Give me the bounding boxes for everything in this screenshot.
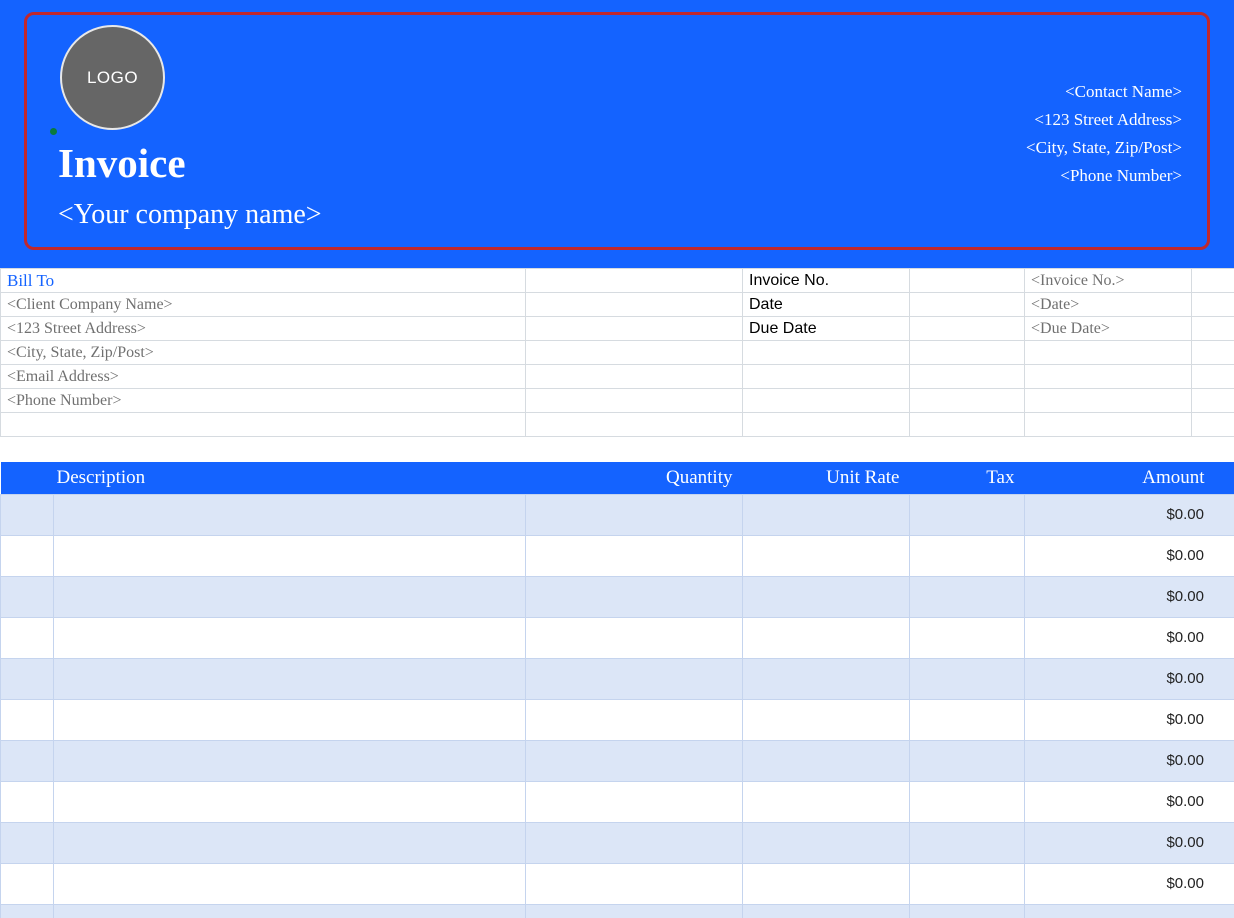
invoice-no-value-cell[interactable] <box>1025 269 1192 293</box>
line-item-description[interactable] <box>54 781 526 822</box>
blank-cell <box>1 413 526 437</box>
blank-cell <box>910 341 1025 365</box>
line-item-amount[interactable] <box>1025 904 1234 918</box>
edge-cell <box>1192 365 1234 389</box>
table-row <box>1 269 1234 293</box>
line-item-unit-rate[interactable] <box>743 658 910 699</box>
edge-cell <box>1192 317 1234 341</box>
line-item-number[interactable] <box>1 904 54 918</box>
date-label: Date <box>749 295 783 313</box>
blank-cell <box>910 365 1025 389</box>
date-value: <Date> <box>1031 295 1080 313</box>
table-row <box>1 822 1234 863</box>
client-city-cell[interactable] <box>1 341 526 365</box>
line-item-unit-rate[interactable] <box>743 617 910 658</box>
client-company-cell[interactable] <box>1 293 526 317</box>
line-item-tax[interactable] <box>910 740 1025 781</box>
spacer-cell <box>526 269 743 293</box>
line-item-amount[interactable]: $0.00 <box>1025 658 1234 699</box>
table-row <box>1 494 1234 535</box>
page-title: Invoice <box>58 140 186 186</box>
invoice-header <box>0 0 1234 268</box>
line-item-unit-rate[interactable] <box>743 576 910 617</box>
edge-cell <box>1192 389 1234 413</box>
table-row <box>1 341 1234 365</box>
line-item-tax[interactable] <box>910 617 1025 658</box>
line-item-amount[interactable]: $0.00 <box>1025 740 1234 781</box>
line-item-quantity[interactable] <box>526 576 743 617</box>
due-date-value: <Due Date> <box>1031 319 1110 337</box>
line-item-unit-rate[interactable] <box>743 535 910 576</box>
blank-cell <box>910 317 1025 341</box>
line-item-number[interactable] <box>1 699 54 740</box>
bill-to-heading-cell <box>1 269 526 293</box>
due-date-label: Due Date <box>749 319 817 337</box>
line-item-quantity[interactable] <box>526 863 743 904</box>
table-row <box>1 293 1234 317</box>
line-item-description[interactable] <box>54 740 526 781</box>
table-row <box>1 740 1234 781</box>
table-row <box>1 317 1234 341</box>
invoice-no-value: <Invoice No.> <box>1031 271 1125 289</box>
line-item-number[interactable] <box>1 576 54 617</box>
line-item-description[interactable] <box>54 535 526 576</box>
client-street-cell[interactable] <box>1 317 526 341</box>
table-row <box>1 904 1234 918</box>
table-row <box>1 658 1234 699</box>
bill-to-heading: Bill To <box>7 270 55 290</box>
date-value-cell[interactable] <box>1025 293 1192 317</box>
table-row <box>1 617 1234 658</box>
client-phone-cell[interactable] <box>1 389 526 413</box>
column-header-unit-rate: Unit Rate <box>743 462 910 494</box>
client-email-cell[interactable] <box>1 365 526 389</box>
spacer-cell <box>526 389 743 413</box>
line-item-description[interactable] <box>54 904 526 918</box>
spacer-cell <box>526 317 743 341</box>
line-item-tax[interactable] <box>910 699 1025 740</box>
line-item-unit-rate[interactable] <box>743 740 910 781</box>
line-item-amount[interactable]: $0.00 <box>1025 863 1234 904</box>
client-street-address: <123 Street Address> <box>7 319 146 337</box>
line-item-number[interactable] <box>1 535 54 576</box>
line-item-tax[interactable] <box>910 576 1025 617</box>
sender-contact-block <box>962 78 1182 190</box>
line-item-quantity[interactable] <box>526 699 743 740</box>
client-city-state-zip: <City, State, Zip/Post> <box>7 343 154 361</box>
line-item-number[interactable] <box>1 822 54 863</box>
status-dot <box>50 128 57 135</box>
table-row <box>1 413 1234 437</box>
table-row <box>1 365 1234 389</box>
logo-label: LOGO <box>86 67 139 87</box>
line-item-description[interactable] <box>54 494 526 535</box>
bill-to-and-meta-table <box>0 268 1234 437</box>
line-item-unit-rate[interactable] <box>743 904 910 918</box>
edge-cell <box>1192 269 1234 293</box>
edge-cell <box>1192 413 1234 437</box>
blank-cell <box>1025 389 1192 413</box>
table-row <box>1 781 1234 822</box>
due-date-value-cell[interactable] <box>1025 317 1192 341</box>
table-row <box>1 535 1234 576</box>
contact-street[interactable]: <123 Street Address> <box>1034 110 1182 129</box>
line-item-description[interactable] <box>54 863 526 904</box>
table-row <box>1 863 1234 904</box>
line-item-amount[interactable]: $0.00 <box>1025 617 1234 658</box>
line-item-quantity[interactable] <box>526 822 743 863</box>
contact-phone[interactable]: <Phone Number> <box>1060 166 1182 185</box>
line-item-tax[interactable] <box>910 822 1025 863</box>
column-header-description: Description <box>1 462 526 494</box>
line-item-number[interactable] <box>1 740 54 781</box>
contact-name[interactable]: <Contact Name> <box>1065 82 1182 101</box>
blank-cell <box>743 341 910 365</box>
blank-cell <box>910 413 1025 437</box>
table-row <box>1 389 1234 413</box>
line-item-description[interactable] <box>54 822 526 863</box>
edge-cell <box>1192 293 1234 317</box>
line-item-tax[interactable] <box>910 863 1025 904</box>
blank-cell <box>743 413 910 437</box>
line-item-tax[interactable] <box>910 494 1025 535</box>
table-row <box>1 576 1234 617</box>
line-item-amount[interactable]: $0.00 <box>1025 576 1234 617</box>
blank-cell <box>910 389 1025 413</box>
blank-cell <box>910 269 1025 293</box>
line-item-description[interactable] <box>54 576 526 617</box>
invoice-no-label-cell <box>743 269 910 293</box>
client-email-address: <Email Address> <box>7 367 119 385</box>
contact-city[interactable]: <City, State, Zip/Post> <box>1026 138 1182 157</box>
client-company-name: <Client Company Name> <box>7 295 173 313</box>
line-item-quantity[interactable] <box>526 781 743 822</box>
invoice-no-label: Invoice No. <box>749 271 830 289</box>
line-item-amount[interactable]: $0.00 <box>1025 822 1234 863</box>
logo-placeholder[interactable] <box>60 25 165 130</box>
date-label-cell <box>743 293 910 317</box>
line-item-quantity[interactable] <box>526 494 743 535</box>
line-item-amount[interactable]: $0.00 <box>1025 535 1234 576</box>
line-item-quantity[interactable] <box>526 904 743 918</box>
line-item-unit-rate[interactable] <box>743 863 910 904</box>
line-item-description[interactable] <box>54 658 526 699</box>
line-item-tax[interactable] <box>910 781 1025 822</box>
due-date-label-cell <box>743 317 910 341</box>
line-item-description[interactable] <box>54 617 526 658</box>
line-item-quantity[interactable] <box>526 658 743 699</box>
line-item-unit-rate[interactable] <box>743 699 910 740</box>
line-item-number[interactable] <box>1 658 54 699</box>
column-header-tax: Tax <box>910 462 1025 494</box>
line-item-number[interactable] <box>1 494 54 535</box>
line-item-number[interactable] <box>1 781 54 822</box>
line-item-unit-rate[interactable] <box>743 494 910 535</box>
line-item-number[interactable] <box>1 617 54 658</box>
blank-cell <box>743 389 910 413</box>
spacer-cell <box>526 341 743 365</box>
spacer-cell <box>526 413 743 437</box>
line-item-amount[interactable]: $0.00 <box>1025 699 1234 740</box>
spacer-cell <box>526 365 743 389</box>
line-item-unit-rate[interactable] <box>743 822 910 863</box>
blank-cell <box>743 365 910 389</box>
line-item-tax[interactable] <box>910 535 1025 576</box>
line-item-quantity[interactable] <box>526 617 743 658</box>
line-item-tax[interactable] <box>910 658 1025 699</box>
edge-cell <box>1192 341 1234 365</box>
table-row <box>1 699 1234 740</box>
line-item-tax[interactable] <box>910 904 1025 918</box>
column-header-quantity: Quantity <box>526 462 743 494</box>
blank-cell <box>1025 341 1192 365</box>
line-items-table <box>0 462 1234 918</box>
line-item-amount[interactable]: $0.00 <box>1025 781 1234 822</box>
line-item-number[interactable] <box>1 863 54 904</box>
spacer-cell <box>526 293 743 317</box>
company-name-field[interactable]: <Your company name> <box>58 199 322 230</box>
line-item-quantity[interactable] <box>526 535 743 576</box>
line-item-quantity[interactable] <box>526 740 743 781</box>
line-item-amount[interactable]: $0.00 <box>1025 494 1234 535</box>
line-item-description[interactable] <box>54 699 526 740</box>
client-phone-number: <Phone Number> <box>7 391 122 409</box>
blank-cell <box>1025 365 1192 389</box>
column-header-amount: Amount <box>1025 462 1234 494</box>
line-items-header-row <box>1 462 1234 494</box>
blank-cell <box>910 293 1025 317</box>
line-item-unit-rate[interactable] <box>743 781 910 822</box>
blank-cell <box>1025 413 1192 437</box>
